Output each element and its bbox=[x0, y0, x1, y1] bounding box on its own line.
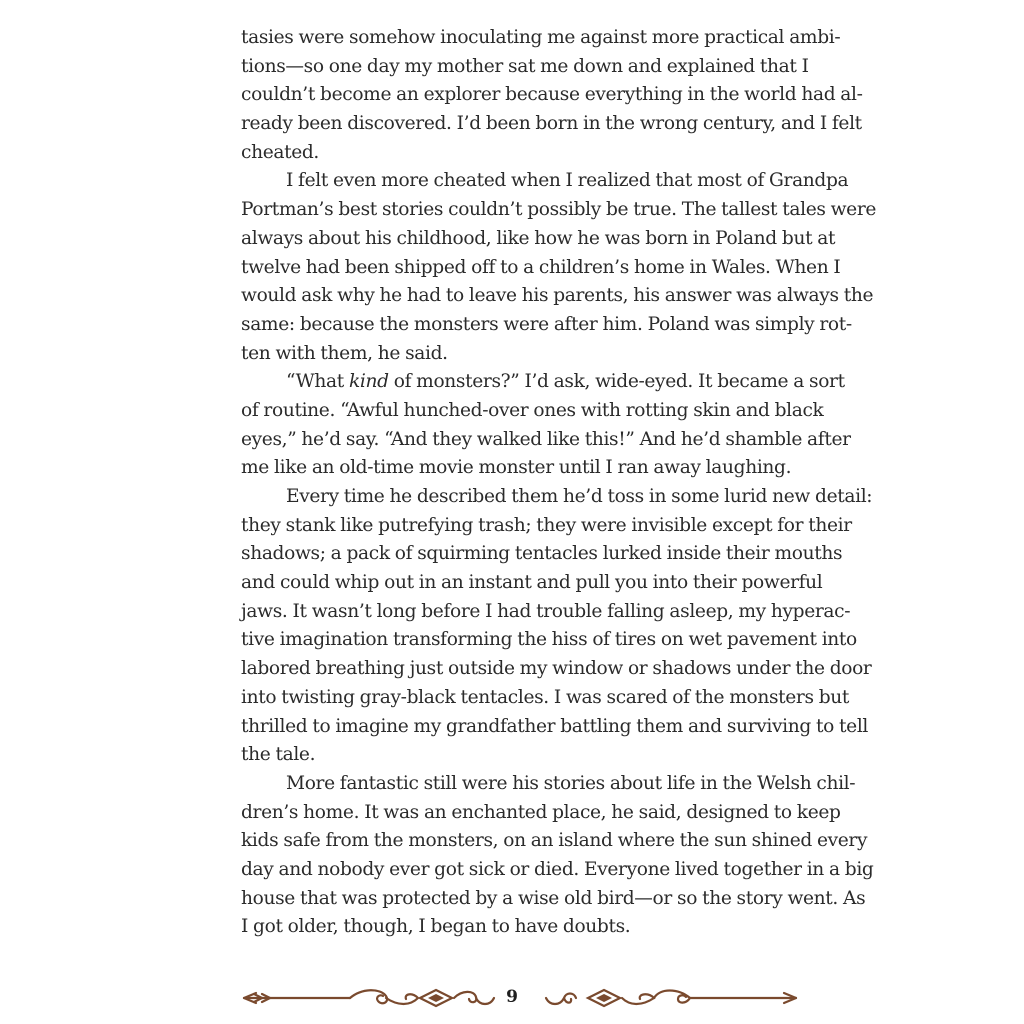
text-line: couldn’t become an explorer because everything in the world had al- bbox=[241, 84, 863, 106]
text-line: tive imagination transforming the hiss of tires on wet pavement into bbox=[241, 629, 857, 651]
text-line: ready been discovered. I’d been born in the wrong century, and I felt bbox=[241, 113, 862, 135]
ornament-left-whorl bbox=[454, 992, 494, 1004]
text-line: would ask why he had to leave his parents, his answer was always the bbox=[241, 285, 874, 307]
text-line: of routine. “Awful hunched-over ones with rotting skin and black bbox=[241, 399, 824, 421]
text-line: tions—so one day my mother sat me down and explained that I bbox=[241, 55, 809, 77]
ornament-right-curl bbox=[622, 994, 654, 1004]
text-segment: “What bbox=[286, 371, 349, 393]
body-text bbox=[241, 24, 877, 942]
text-line: same: because the monsters were after him. Poland was simply rot- bbox=[241, 313, 852, 335]
paragraph-1 bbox=[241, 24, 863, 167]
text-line: house that was protected by a wise old bird—or so the story went. As bbox=[241, 887, 866, 909]
text-line: jaws. It wasn’t long before I had trouble falling asleep, my hyperac- bbox=[241, 600, 851, 622]
text-line: ten with them, he said. bbox=[241, 342, 448, 364]
text-line: eyes,” he’d say. “And they walked like this!” And he’d shamble after bbox=[241, 428, 851, 450]
text-line: tasies were somehow inoculating me against more practical ambi- bbox=[241, 27, 841, 48]
text-line: More fantastic still were his stories about life in the Welsh chil- bbox=[286, 772, 856, 794]
text-line: me like an old-time movie monster until I ran away laughing. bbox=[241, 457, 792, 479]
text-line: twelve had been shipped off to a children’s home in Wales. When I bbox=[241, 256, 841, 278]
text-line: kids safe from the monsters, on an island where the sun shined every bbox=[241, 830, 868, 852]
paragraph-4 bbox=[241, 483, 873, 770]
text-line: I got older, though, I began to have doubts. bbox=[241, 916, 631, 938]
text-line: shadows; a pack of squirming tentacles lurked inside their mouths bbox=[241, 543, 843, 565]
paragraph-3 bbox=[241, 368, 851, 483]
ornament-right-scroll bbox=[654, 991, 690, 1003]
page-number: 9 bbox=[506, 987, 518, 1007]
ornament-left-diamond-fill bbox=[428, 994, 444, 1002]
emphasis-text: kind bbox=[348, 371, 389, 393]
paragraph-5 bbox=[241, 770, 874, 942]
text-line: dren’s home. It was an enchanted place, he said, designed to keep bbox=[241, 801, 841, 823]
text-line: Every time he described them he’d toss in some lurid new detail: bbox=[286, 486, 873, 507]
text-line: always about his childhood, like how he was born in Poland but at bbox=[241, 227, 836, 249]
text-line: labored breathing just outside my window or shadows under the door bbox=[241, 658, 872, 680]
text-segment: of monsters?” I’d ask, wide-eyed. It became a sort bbox=[388, 371, 845, 393]
text-line: day and nobody ever got sick or died. Everyone lived together in a big bbox=[241, 858, 874, 880]
text-line: and could whip out in an instant and pull you into their powerful bbox=[241, 572, 823, 594]
ornament-left-curl bbox=[386, 994, 418, 1004]
ornament-right-whorl bbox=[546, 994, 576, 1005]
text-line: they stank like putrefying trash; they were invisible except for their bbox=[241, 514, 852, 536]
text-line: Portman’s best stories couldn’t possibly be true. The tallest tales were bbox=[241, 199, 877, 221]
text-line: cheated. bbox=[241, 141, 319, 163]
text-line: thrilled to imagine my grandfather battling them and surviving to tell bbox=[241, 715, 869, 737]
text-line: the tale. bbox=[241, 744, 316, 766]
ornament-right-diamond-fill bbox=[596, 994, 612, 1002]
text-line: I felt even more cheated when I realized that most of Grandpa bbox=[286, 170, 849, 192]
paragraph-2 bbox=[241, 167, 877, 368]
text-line bbox=[241, 368, 845, 397]
ornament-left-scroll bbox=[350, 990, 387, 1003]
text-line: into twisting gray-black tentacles. I was scared of the monsters but bbox=[241, 686, 850, 708]
